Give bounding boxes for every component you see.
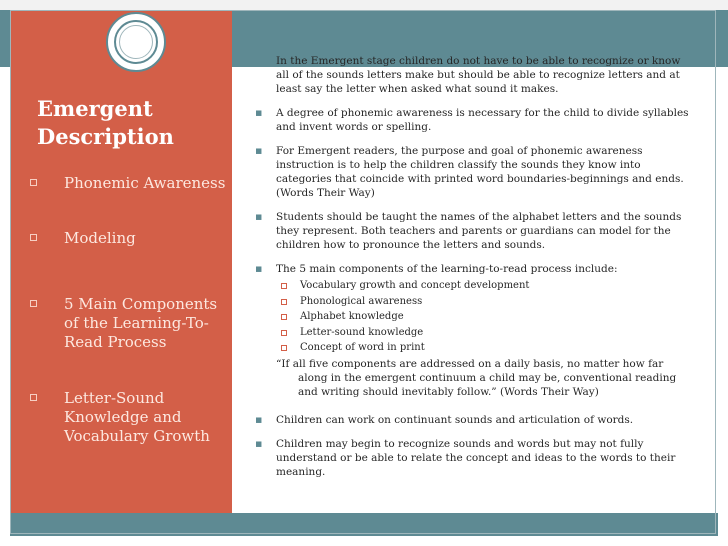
top-band (0, 0, 728, 10)
left-topic-item (28, 174, 228, 193)
content-bullet-text: The 5 main components of the learning-to-read process include: (276, 263, 618, 275)
bullet-icon: ▪ (255, 413, 263, 426)
content-bullet-text: Students should be taught the names of the alphabet letters and the sounds they represent. Both teachers and parents or guardians can model for the children how to pronounce the letters and sounds. (276, 211, 682, 251)
bullet-icon: ▪ (255, 106, 263, 119)
content-bullet (252, 106, 692, 134)
component-item (276, 341, 692, 355)
bullet-icon: ▪ (255, 437, 263, 450)
left-topic-item (28, 229, 228, 248)
emblem-inner-ring (119, 25, 153, 59)
content-bullet (252, 144, 692, 200)
left-topic-list (28, 174, 228, 446)
content-bullet-text: Children can work on continuant sounds and articulation of words. (276, 414, 634, 426)
bullet-icon: ▪ (255, 262, 263, 275)
left-topic-label: Modeling (64, 229, 136, 247)
component-item (276, 279, 692, 293)
component-label: Alphabet knowledge (300, 311, 404, 322)
component-label: Concept of word in print (300, 342, 425, 353)
square-bullet-icon (281, 283, 287, 289)
left-topic-item (28, 389, 228, 446)
component-item (276, 310, 692, 324)
left-topic-label: Phonemic Awareness (64, 174, 226, 192)
content-bullet (252, 54, 692, 96)
content-bullet (252, 437, 692, 479)
content-bullet-text: A degree of phonemic awareness is necessary for the child to divide syllables and invent words or spelling. (276, 107, 689, 133)
slide-title: Emergent Description (37, 96, 174, 149)
bullet-icon: ▪ (255, 144, 263, 157)
square-bullet-icon (30, 234, 37, 241)
components-list (276, 279, 692, 355)
square-bullet-icon (281, 314, 287, 320)
square-bullet-icon (30, 300, 37, 307)
component-item (276, 326, 692, 340)
content-bullet (252, 262, 692, 399)
square-bullet-icon (281, 345, 287, 351)
circle-emblem-icon (106, 12, 166, 72)
square-bullet-icon (30, 179, 37, 186)
component-label: Phonological awareness (300, 295, 423, 307)
left-topic-label: 5 Main Components of the Learning-To-Read Process (64, 295, 218, 351)
square-bullet-icon (281, 299, 287, 305)
content-bullet-text: Children may begin to recognize sounds and words but may not fully understand or be able to relate the concept and ideas to the words to their meaning. (276, 438, 676, 478)
left-topic-label: Letter-Sound Knowledge and Vocabulary Growth (64, 389, 210, 445)
square-bullet-icon (30, 394, 37, 401)
quote-block (276, 357, 692, 399)
content-bullet (252, 413, 692, 427)
left-topic-item (28, 295, 228, 352)
content-bullets (252, 54, 692, 489)
component-label: Vocabulary growth and concept development (300, 280, 530, 291)
square-bullet-icon (281, 330, 287, 336)
component-item (276, 295, 692, 309)
content-bullet-text: In the Emergent stage children do not have to be able to recognize or know all of the sounds letters make but should be able to recognize letters and at least say the letter when asked what sound it makes. (276, 55, 681, 95)
quote-text: “If all five components are addressed on a daily basis, no matter how far along in the emergent continuum a child may be, conventional reading and writing should inevitably follow.” (Words Their Way) (276, 358, 677, 398)
component-label: Letter-sound knowledge (300, 326, 424, 338)
bullet-icon: ▪ (255, 54, 263, 67)
bullet-icon: ▪ (255, 210, 263, 223)
content-bullet-text: For Emergent readers, the purpose and goal of phonemic awareness instruction is to help the children classify the sounds they know into categories that coincide with printed word boundaries-beginnings and ends. (Words Their Way) (276, 145, 684, 199)
footer-bar (10, 513, 718, 536)
content-bullet (252, 210, 692, 252)
